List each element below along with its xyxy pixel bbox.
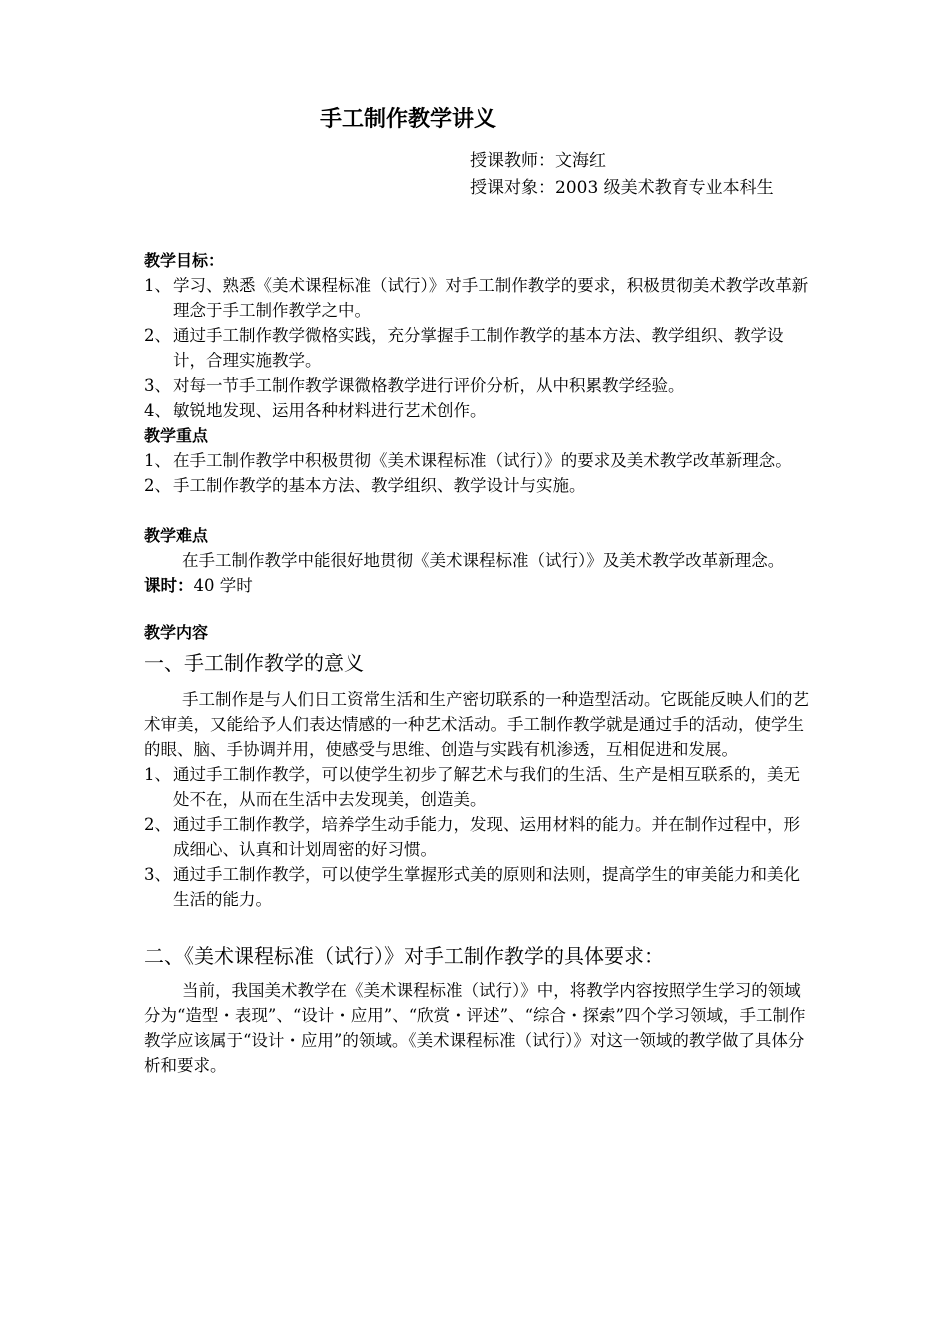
objective-item [144, 323, 816, 373]
list-text: 通过手工制作教学，可以使学生初步了解艺术与我们的生活、生产是相互联系的，美无处不在，从而在生活中去发现美，创造美。 [173, 765, 800, 809]
list-number: 2、 [144, 815, 171, 834]
section1-heading: 一、手工制作教学的意义 [144, 651, 364, 675]
list-text: 手工制作教学的基本方法、教学组织、教学设计与实施。 [173, 476, 586, 495]
list-number: 1、 [144, 451, 171, 470]
list-text: 在手工制作教学中积极贯彻《美术课程标准（试行）》的要求及美术教学改革新理念。 [173, 451, 792, 470]
section2-heading: 二、《美术课程标准（试行）》对手工制作教学的具体要求： [144, 944, 664, 968]
section1-item [144, 862, 816, 912]
objective-item [144, 273, 816, 323]
section2-intro: 当前，我国美术教学在《美术课程标准（试行）》中，将教学内容按照学生学习的领域分为“造型・表现”、“设计・应用”、“欣赏・评述”、“综合・探索”四个学习领域，手工制作教学应该属于“设计・应用”的领域。《美术课程标准（试行）》对这一领域的教学做了具体分析和要求。 [144, 981, 806, 1075]
hours-label: 课时： [144, 576, 194, 595]
list-number: 1、 [144, 765, 171, 784]
course-meta [470, 148, 774, 202]
list-text: 敏锐地发现、运用各种材料进行艺术创作。 [173, 401, 487, 420]
hours-line [144, 573, 816, 598]
list-number: 4、 [144, 401, 171, 420]
section1-intro: 手工制作是与人们日工资常生活和生产密切联系的一种造型活动。它既能反映人们的艺术审美，又能给予人们表达情感的一种艺术活动。手工制作教学就是通过手的活动，使学生的眼、脑、手协调并用，使感受与思维、创造与实践有机渗透，互相促进和发展。 [144, 690, 809, 759]
list-number: 3、 [144, 865, 171, 884]
section1-item [144, 762, 816, 812]
focus-heading: 教学重点 [144, 426, 209, 445]
difficulty-text: 在手工制作教学中能很好地贯彻《美术课程标准（试行）》及美术教学改革新理念。 [182, 551, 785, 570]
list-text: 通过手工制作教学，培养学生动手能力，发现、运用材料的能力。并在制作过程中，形成细心、认真和计划周密的好习惯。 [173, 815, 800, 859]
list-text: 学习、熟悉《美术课程标准（试行）》对手工制作教学的要求，积极贯彻美术教学改革新理念于手工制作教学之中。 [173, 276, 809, 320]
section1-item [144, 812, 816, 862]
list-number: 2、 [144, 476, 171, 495]
list-number: 2、 [144, 326, 171, 345]
list-number: 1、 [144, 276, 171, 295]
hours-value: 40 学时 [193, 576, 253, 595]
list-text: 通过手工制作教学微格实践，充分掌握手工制作教学的基本方法、教学组织、教学设计，合理实施教学。 [173, 326, 784, 370]
content-heading: 教学内容 [144, 623, 209, 642]
list-text: 对每一节手工制作教学课微格教学进行评价分析，从中积累教学经验。 [173, 376, 685, 395]
audience-line: 授课对象：2003 级美术教育专业本科生 [470, 178, 774, 198]
document-title: 手工制作教学讲义 [319, 107, 496, 132]
objectives-heading: 教学目标： [144, 251, 225, 270]
difficulty-heading: 教学难点 [144, 526, 209, 545]
list-number: 3、 [144, 376, 171, 395]
document-body [144, 248, 816, 1078]
objective-item [144, 373, 816, 398]
teacher-line: 授课教师：文海红 [470, 151, 606, 171]
objective-item [144, 398, 816, 423]
focus-item [144, 473, 816, 498]
list-text: 通过手工制作教学，可以使学生掌握形式美的原则和法则，提高学生的审美能力和美化生活的能力。 [173, 865, 800, 909]
focus-item [144, 448, 816, 473]
